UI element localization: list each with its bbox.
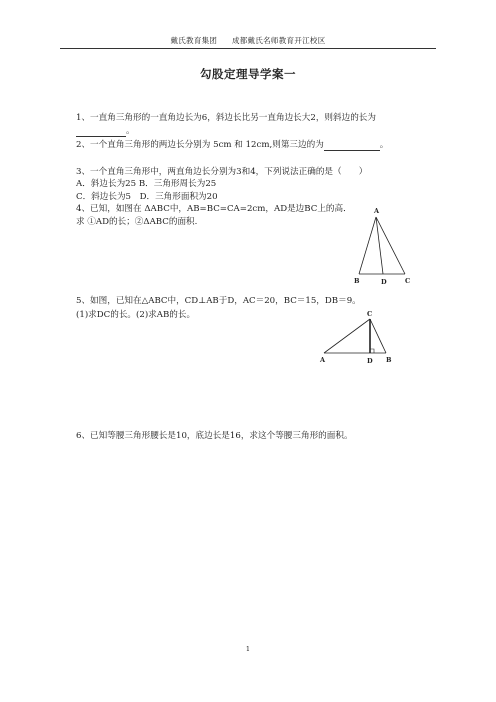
question-5-ask: (1)求DC的长。(2)求AB的长。 [76,310,196,320]
answer-blank-2[interactable] [324,141,380,151]
question-2 [76,139,388,151]
header-campus: 成都戴氏名师教育开江校区 [231,36,326,45]
label-d: D [367,357,373,365]
header-rule [60,48,436,49]
answer-blank-1[interactable] [76,127,126,137]
question-2-tail: 。 [379,140,389,150]
page-header [0,35,496,46]
page-number: 1 [245,645,251,653]
question-2-text: 2、一个直角三角形的两边长分别为 5cm 和 12cm,则第三边的为 [76,140,324,150]
header-organization: 戴氏教育集团 [170,36,218,45]
question-6: 6、已知等腰三角形腰长是10，底边长是16，求这个等腰三角形的面积。 [76,431,353,441]
label-b: B [386,356,392,364]
document-title: 勾股定理导学案一 [200,67,296,81]
label-d: D [381,278,387,286]
figure-1-triangle [340,200,430,292]
label-a: A [374,207,380,215]
label-c: C [367,310,373,318]
question-3-options-cd: C．斜边长为5 D．三角形面积为20 [76,192,218,202]
question-4-stem: 4、已知，如图在 ΔABC中，AB=BC=CA=2cm，AD是边BC上的高． [76,204,352,214]
question-3-options-ab: A．斜边长为25 B．三角形周长为25 [76,179,217,189]
label-b: B [354,277,360,285]
label-c: C [405,277,411,285]
edge-ac [376,217,405,274]
question-3-stem: 3、一个直角三角形中，两直角边长分别为3和4，下列说法正确的是（ ） [76,167,368,177]
question-4-ask: 求 ①AD的长；②ΔABC的面积. [76,217,198,227]
edge-ac [324,319,370,353]
edge-cb [370,319,386,353]
label-a: A [320,356,326,364]
question-5-stem: 5、如图，已知在△ABC中，CD⊥AB于D，AC＝20，BC＝15，DB＝9。 [76,296,361,306]
question-1-tail: 。 [126,126,135,136]
edge-ab [359,217,376,274]
altitude-ad [376,217,383,274]
question-1-line1: 1、一直角三角形的一直角边长为6，斜边长比另一直角边长大2，则斜边的长为 [76,113,376,123]
question-1-line2 [76,125,135,137]
figure-2-triangle [314,306,394,370]
